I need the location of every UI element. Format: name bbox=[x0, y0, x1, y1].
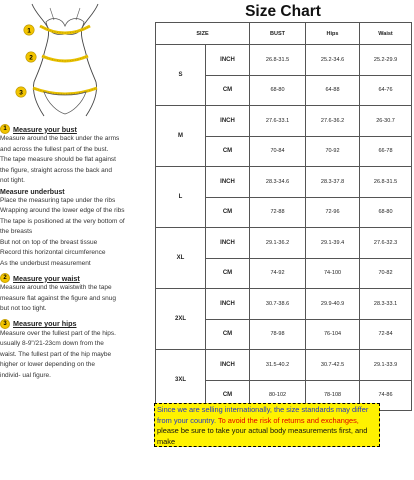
unit-inch: INCH bbox=[206, 45, 250, 76]
bust-inch-cell: 30.7-38.6 bbox=[250, 289, 306, 320]
size-label: 2XL bbox=[156, 289, 206, 350]
waist-inch-cell: 29.1-33.9 bbox=[360, 350, 412, 381]
waist-title: Measure your waist bbox=[13, 273, 80, 283]
hips-inch-cell: 29.9-40.9 bbox=[306, 289, 360, 320]
underbust-line: Wrapping around the lower edge of the ribs bbox=[0, 207, 125, 214]
underbust-line: the breasts bbox=[0, 228, 33, 235]
hips-line: usually 8-9"/21-23cm down from the bbox=[0, 340, 104, 347]
bust-section bbox=[0, 124, 150, 269]
bust-inch-cell: 31.5-40.2 bbox=[250, 350, 306, 381]
hips-cm-cell: 70-92 bbox=[306, 136, 360, 167]
bust-line: The tape measure should be flat against bbox=[0, 156, 116, 163]
international-size-notice bbox=[154, 403, 380, 447]
hips-inch-cell: 30.7-42.5 bbox=[306, 350, 360, 381]
underbust-line: Place the measuring tape under the ribs bbox=[0, 196, 116, 204]
waist-line: Measure around the waistwith the tape bbox=[0, 284, 112, 291]
waist-line: but not too tight. bbox=[0, 305, 47, 312]
hips-inch-cell: 28.3-37.8 bbox=[306, 167, 360, 198]
unit-cm: CM bbox=[206, 75, 250, 106]
unit-cm: CM bbox=[206, 380, 250, 411]
bust-inch-cell: 29.1-36.2 bbox=[250, 228, 306, 259]
waist-heading bbox=[0, 273, 150, 283]
size-chart-panel bbox=[152, 0, 414, 399]
bust-line: and across the fullest part of the bust. bbox=[0, 145, 109, 153]
unit-cm: CM bbox=[206, 136, 250, 167]
waist-cm-cell: 70-82 bbox=[360, 258, 412, 289]
waist-cm-cell: 72-84 bbox=[360, 319, 412, 350]
underbust-line: As the underbust measurement bbox=[0, 259, 91, 267]
hips-section bbox=[0, 319, 150, 382]
notice-part-3: please be sure to take your actual body measurements first, and make bbox=[157, 426, 368, 446]
underbust-line: The tape is positioned at the very bottom of bbox=[0, 217, 125, 225]
bust-cm-cell: 74-92 bbox=[250, 258, 306, 289]
bust-line: not tight. bbox=[0, 177, 25, 184]
bust-line: Measure around the back under the arms bbox=[0, 135, 120, 142]
bust-heading bbox=[0, 124, 150, 134]
header-row bbox=[156, 23, 412, 45]
bust-cm-cell: 72-88 bbox=[250, 197, 306, 228]
chart-title: Size Chart bbox=[245, 3, 321, 20]
body-illustration bbox=[0, 0, 150, 118]
marker-3 bbox=[16, 87, 26, 97]
notice-part-1: Since we are selling internationally, the size standards may differ from your country. bbox=[157, 405, 369, 425]
underbust-text bbox=[0, 196, 150, 270]
size-label: S bbox=[156, 45, 206, 106]
hips-text bbox=[0, 329, 150, 382]
size-label: 3XL bbox=[156, 350, 206, 411]
svg-text:1: 1 bbox=[27, 27, 31, 35]
bust-inch-cell: 26.8-31.5 bbox=[250, 45, 306, 76]
hips-line: individ- ual figure. bbox=[0, 371, 51, 379]
size-row-inch bbox=[156, 289, 412, 320]
waist-text bbox=[0, 283, 150, 315]
size-table bbox=[155, 22, 412, 411]
unit-inch: INCH bbox=[206, 106, 250, 137]
hips-title: Measure your hips bbox=[13, 319, 77, 328]
waist-inch-cell: 27.6-32.3 bbox=[360, 228, 412, 259]
unit-cm: CM bbox=[206, 258, 250, 289]
size-row-inch bbox=[156, 45, 412, 76]
waist-section bbox=[0, 273, 150, 315]
size-label: M bbox=[156, 106, 206, 167]
underbust-title: Measure underbust bbox=[0, 188, 65, 196]
bust-inch-cell: 27.6-33.1 bbox=[250, 106, 306, 137]
unit-inch: INCH bbox=[206, 289, 250, 320]
size-row-inch bbox=[156, 167, 412, 198]
notice-part-2: To avoid the risk of returns and exchanges, bbox=[217, 415, 359, 425]
hips-line: Measure over the fullest part of the hips. bbox=[0, 329, 116, 337]
size-label: XL bbox=[156, 228, 206, 289]
unit-cm: CM bbox=[206, 319, 250, 350]
bust-line: the figure, straight across the back and bbox=[0, 166, 113, 174]
bust-text bbox=[0, 134, 150, 187]
hips-cm-cell: 74-100 bbox=[306, 258, 360, 289]
bust-cm-cell: 70-84 bbox=[250, 136, 306, 167]
waist-cm-cell: 74-86 bbox=[360, 380, 412, 411]
unit-inch: INCH bbox=[206, 167, 250, 198]
hips-inch-cell: 27.6-36.2 bbox=[306, 106, 360, 137]
hips-line: higher or lower depending on the bbox=[0, 361, 96, 368]
unit-inch: INCH bbox=[206, 228, 250, 259]
waist-inch-cell: 26-30.7 bbox=[360, 106, 412, 137]
svg-text:3: 3 bbox=[19, 89, 23, 97]
bust-cm-cell: 78-98 bbox=[250, 319, 306, 350]
header-bust: BUST bbox=[250, 23, 306, 45]
size-row-inch bbox=[156, 350, 412, 381]
waist-cm-cell: 66-78 bbox=[360, 136, 412, 167]
bust-inch-cell: 28.3-34.6 bbox=[250, 167, 306, 198]
waist-number: 2 bbox=[0, 273, 10, 283]
waist-cm-cell: 64-76 bbox=[360, 75, 412, 106]
marker-1 bbox=[24, 25, 34, 35]
header-waist: Waist bbox=[360, 23, 412, 45]
hips-cm-cell: 76-104 bbox=[306, 319, 360, 350]
size-row-inch bbox=[156, 228, 412, 259]
hips-cm-cell: 78-108 bbox=[306, 380, 360, 411]
unit-inch: INCH bbox=[206, 350, 250, 381]
bust-title: Measure your bust bbox=[13, 124, 77, 134]
bust-cm-cell: 68-80 bbox=[250, 75, 306, 106]
measuring-guide bbox=[0, 120, 150, 381]
waist-line: measure flat against the figure and snug bbox=[0, 294, 116, 302]
marker-2 bbox=[26, 52, 36, 62]
waist-cm-cell: 68-80 bbox=[360, 197, 412, 228]
waist-inch-cell: 25.2-29.9 bbox=[360, 45, 412, 76]
waist-inch-cell: 26.8-31.5 bbox=[360, 167, 412, 198]
waist-inch-cell: 28.3-33.1 bbox=[360, 289, 412, 320]
underbust-line: Record this horizontal circumference bbox=[0, 249, 106, 256]
hips-cm-cell: 72-96 bbox=[306, 197, 360, 228]
header-hips: Hips bbox=[306, 23, 360, 45]
header-size: SIZE bbox=[156, 23, 250, 45]
size-label: L bbox=[156, 167, 206, 228]
hips-inch-cell: 25.2-34.6 bbox=[306, 45, 360, 76]
bust-cm-cell: 80-102 bbox=[250, 380, 306, 411]
unit-cm: CM bbox=[206, 197, 250, 228]
hips-inch-cell: 29.1-39.4 bbox=[306, 228, 360, 259]
hips-heading bbox=[0, 319, 150, 329]
svg-text:2: 2 bbox=[29, 54, 33, 62]
underbust-line: But not on top of the breast tissue bbox=[0, 238, 98, 246]
size-row-inch bbox=[156, 106, 412, 137]
hips-line: waist. The fullest part of the hip maybe bbox=[0, 350, 112, 358]
bust-number: 1 bbox=[0, 124, 10, 134]
hips-number: 3 bbox=[0, 319, 10, 329]
hips-cm-cell: 64-88 bbox=[306, 75, 360, 106]
body-figure bbox=[0, 0, 150, 118]
